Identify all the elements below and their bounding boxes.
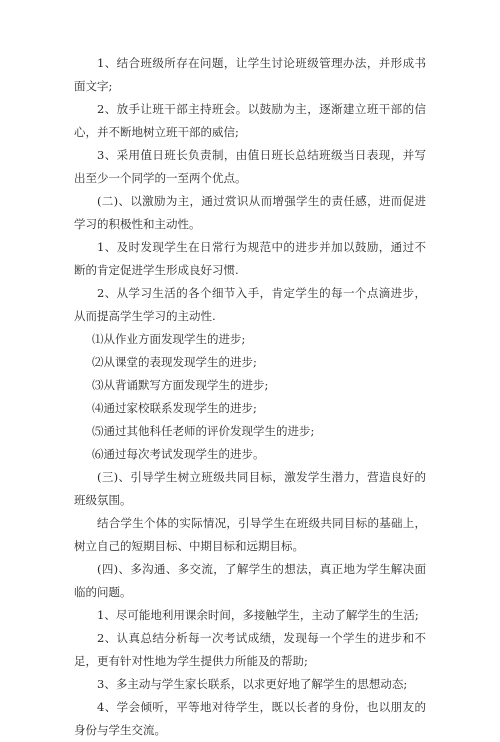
paragraph: 4、学会倾听，平等地对待学生，既以长者的身份，也以朋友的身份与学生交流。 [74, 700, 426, 737]
sub-item: ⑶从背诵默写方面发现学生的进步; [92, 378, 269, 392]
paragraph: 1、尽可能地利用课余时间，多接触学生，主动了解学生的生活; [97, 608, 419, 622]
paragraph: (二)、以激励为主，通过赏识从而增强学生的责任感，进而促进学习的积极性和主动性。 [74, 194, 426, 231]
paragraph: 1、及时发现学生在日常行为规范中的进步并加以鼓励，通过不断的肯定促进学生形成良好习惯. [74, 240, 426, 277]
sub-item: ⑸通过其他科任老师的评价发现学生的进步; [92, 424, 315, 438]
sub-item: ⑷通过家校联系发现学生的进步; [92, 401, 257, 415]
paragraph: 2、放手让班干部主持班会。以鼓励为主，逐渐建立班干部的信心，并不断地树立班干部的威信; [74, 102, 426, 139]
sub-item: ⑴从作业方面发现学生的进步; [92, 332, 246, 346]
paragraph: 1、结合班级所存在问题，让学生讨论班级管理办法，并形成书面文字; [74, 56, 426, 93]
paragraph: 2、从学习生活的各个细节入手，肯定学生的每一个点滴进步，从而提高学生学习的主动性. [74, 286, 426, 323]
sub-item: ⑹通过每次考试发现学生的进步。 [92, 447, 265, 461]
paragraph: 2、认真总结分析每一次考试成绩，发现每一个学生的进步和不足，更有针对性地为学生提供力所能及的帮助; [74, 631, 426, 668]
sub-item: ⑵从课堂的表现发现学生的进步; [92, 355, 257, 369]
paragraph: (三)、引导学生树立班级共同目标，激发学生潜力，营造良好的班级氛围。 [74, 470, 426, 507]
paragraph: 3、采用值日班长负责制，由值日班长总结班级当日表现，并写出至少一个同学的一至两个优点。 [74, 148, 426, 185]
paragraph: (四)、多沟通、多交流，了解学生的想法，真正地为学生解决面临的问题。 [74, 562, 426, 599]
paragraph: 3、多主动与学生家长联系，以求更好地了解学生的思想动态; [97, 677, 408, 691]
paragraph: 结合学生个体的实际情况，引导学生在班级共同目标的基础上，树立自己的短期目标、中期目标和远期目标。 [74, 516, 426, 553]
